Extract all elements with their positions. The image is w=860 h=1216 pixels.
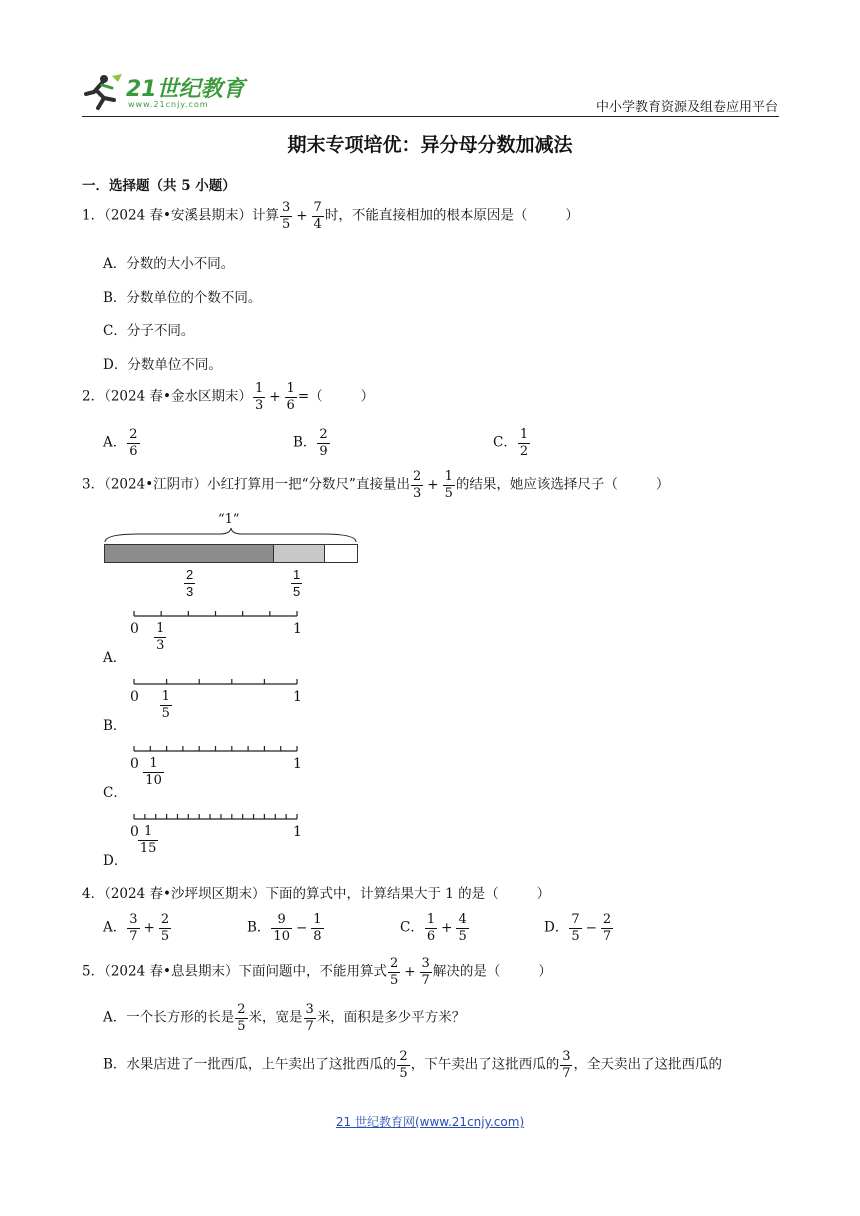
question-4: 4．（2024 春•沙坪坝区期末）下面的算式中，计算结果大于 1 的是（ ） [82, 886, 551, 902]
q5-option-a[interactable]: A．一个长方形的长是 $\frac{2}{5}$ 米，宽是 $\frac{3}{7}$ 米，面积是多少平方米？ [103, 1002, 466, 1034]
ruler-line [0, 743, 320, 757]
fraction-bar-diagram [100, 512, 362, 607]
footer-link[interactable]: 21 世纪教育网(www.21cnjy.com) [335, 1115, 525, 1129]
fraction: $\frac{1}{3}$ [254, 381, 264, 413]
brace-label: “1” [218, 512, 240, 527]
q1-option-d[interactable]: D．分数单位不同。 [103, 357, 222, 373]
logo-text: 21世纪教育 [126, 77, 245, 102]
q1-option-a[interactable]: A．分数的大小不同。 [103, 256, 235, 272]
ruler-option-d[interactable] [0, 811, 320, 873]
ruler-line [0, 676, 320, 690]
label-one-fifth: $\frac{1}{5}$ [293, 567, 301, 599]
ruler-one-label: 1 [293, 824, 302, 840]
logo-url: www.21cnjy.com [128, 100, 209, 109]
fraction: $\frac{2}{3}$ [412, 469, 422, 501]
ruler-one-label: 1 [293, 621, 302, 637]
bar-segment-one-fifth [273, 545, 325, 562]
ruler-line [0, 811, 320, 825]
q4-option-a[interactable]: A． $\frac{3}{7}$ + $\frac{2}{5}$ [103, 912, 170, 944]
ruler-one-label: 1 [293, 756, 302, 772]
q1-option-c[interactable]: C．分子不同。 [103, 323, 195, 339]
header-divider [82, 116, 779, 117]
question-5: 5．（2024 春•息县期末）下面问题中，不能用算式 $\frac{2}{5}$ + $\frac{3}{7}$ 解决的是（ ） [82, 956, 552, 988]
page-title: 期末专项培优：异分母分数加减法 [287, 134, 573, 156]
logo [82, 70, 257, 114]
ruler-option-label: D． [103, 853, 128, 869]
section-heading: 一．选择题（共 5 小题） [82, 178, 236, 194]
ruler-zero-label: 0 [130, 824, 139, 840]
q5-option-b[interactable]: B．水果店进了一批西瓜，上午卖出了这批西瓜的 $\frac{2}{5}$ ，下午卖出了这批西瓜的 $\frac{3}{7}$ ，全天卖出了这批西瓜的 [103, 1049, 722, 1081]
ruler-zero-label: 0 [130, 689, 139, 705]
q2-option-c[interactable]: C． $\frac{1}{2}$ [493, 427, 529, 459]
ruler-unit-fraction: $\frac{1}{10}$ [145, 756, 162, 788]
ruler-line [0, 608, 320, 622]
bar-segment-two-thirds [105, 545, 273, 562]
ruler-option-c[interactable] [0, 743, 320, 805]
q2-option-b[interactable]: B． $\frac{2}{9}$ [293, 427, 328, 459]
ruler-unit-fraction: $\frac{1}{5}$ [161, 689, 170, 721]
question-1: 1．（2024 春•安溪县期末）计算 $\frac{3}{5}$ + $\frac{7}{4}$ 时，不能直接相加的根本原因是（ ） [82, 200, 579, 232]
fraction: $\frac{7}{4}$ [313, 200, 322, 232]
brace-icon [100, 528, 362, 544]
ruler-one-label: 1 [293, 689, 302, 705]
ruler-unit-fraction: $\frac{1}{15}$ [139, 824, 157, 856]
header-right-text: 中小学教育资源及组卷应用平台 [595, 100, 778, 115]
ruler-option-a[interactable] [0, 608, 320, 670]
q4-option-b[interactable]: B． $\frac{9}{10}$ − $\frac{1}{8}$ [247, 912, 322, 944]
fraction: $\frac{1}{6}$ [286, 381, 295, 413]
question-3: 3．（2024•江阴市）小红打算用一把“分数尺”直接量出 $\frac{2}{3}$ + $\frac{1}{5}$ 的结果，她应该选择尺子（ ） [82, 469, 670, 501]
fraction: $\frac{2}{5}$ [389, 956, 399, 988]
ruler-option-label: C． [103, 785, 127, 801]
runner-logo-icon [82, 72, 124, 112]
q4-option-d[interactable]: D． $\frac{7}{5}$ − $\frac{2}{7}$ [544, 912, 612, 944]
question-2: 2．（2024 春•金水区期末） $\frac{1}{3}$ + $\frac{1}{6}$ =（ ） [82, 381, 375, 413]
ruler-option-label: B． [103, 718, 127, 734]
ruler-option-label: A． [103, 650, 127, 666]
label-two-thirds: $\frac{2}{3}$ [186, 567, 194, 599]
ruler-unit-fraction: $\frac{1}{3}$ [156, 621, 165, 653]
fraction: $\frac{3}{5}$ [281, 200, 291, 232]
ruler-zero-label: 0 [130, 756, 139, 772]
q2-option-a[interactable]: A． $\frac{2}{6}$ [103, 427, 138, 459]
q4-option-c[interactable]: C． $\frac{1}{6}$ + $\frac{4}{5}$ [400, 912, 467, 944]
fraction: $\frac{3}{7}$ [421, 956, 430, 988]
ruler-zero-label: 0 [130, 621, 139, 637]
fraction: $\frac{1}{5}$ [444, 469, 453, 501]
ruler-option-b[interactable] [0, 676, 320, 738]
q1-option-b[interactable]: B．分数单位的个数不同。 [103, 290, 262, 306]
